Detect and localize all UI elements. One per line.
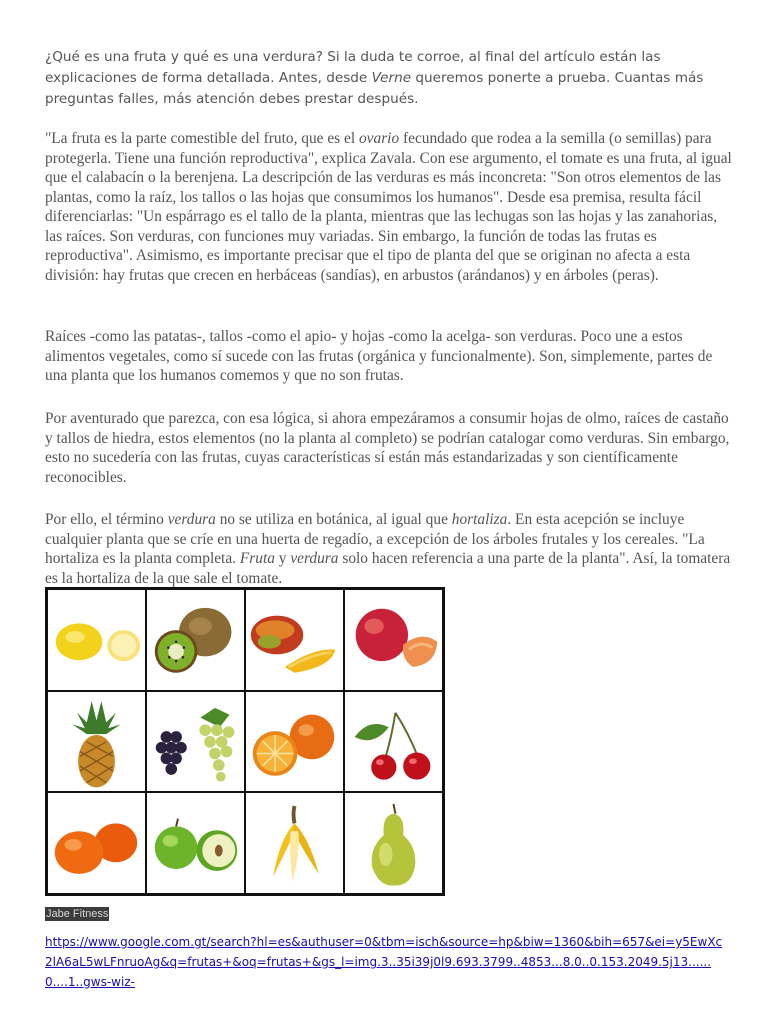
image-credit: Jabe Fitness	[46, 908, 109, 920]
lemon-image	[47, 589, 146, 691]
pineapple-image	[47, 691, 146, 793]
image-source-link[interactable]: https://www.google.com.gt/search?hl=es&authuser=0&tbm=isch&source=hp&biw=1360&bih=657&ei=y5EwXc2lA6aL5wLFnruoAg&q=frutas+&oq=frutas+&gs_l=img.3..35i39j0l9.693.3799..4853...8.0..0.153.2049.5j13......0....1..gws-wiz-	[45, 935, 723, 989]
paragraph-logic: Por aventurado que parezca, con esa lógica, si ahora empezáramos a consumir hojas de olmo, raíces de castaño y tallos de hiedra, estos elementos (no la planta al completo) se podrían catalogar como verduras. Sin embargo, esto no sucedería con las frutas, cuyas características sí están más estandarizadas y son científicamente reconocibles.	[45, 410, 730, 486]
fruit-image-grid	[45, 587, 445, 896]
brand-name: Verne	[371, 70, 412, 86]
orange-image	[245, 691, 344, 793]
intro-text: ¿Qué es una fruta y qué es una verdura? Si la duda te corroe, al final del artículo están las explicaciones de forma detallada. Antes, desde	[45, 49, 661, 86]
mango-image	[245, 589, 344, 691]
paragraph-roots-stems: Raíces -como las patatas-, tallos -como el apio- y hojas -como la acelga- son verduras. Poco une a estos alimentos vegetales, como sí sucede con las frutas (orgánica y funcionalmente). Son, simplemente, partes de una planta que los humanos comemos y que no son frutas.	[45, 328, 713, 384]
intro-text-end: queremos ponerte a prueba. Cuantas más preguntas falles, más atención debes prestar después.	[45, 70, 704, 107]
paragraph-fruit-definition: "La fruta es la parte comestible del fruto, que es el ovario fecundado que rodea a la semilla (o semillas) para protegerla. Tiene una función reproductiva", explica Zavala. Con ese argumento, el tomate es una fruta, al igual que el calabacín o la berenjena. La descripción de las verduras es más inconcreta: "Son otros elementos de las plantas, como la raíz, los tallos o las hojas que consumimos los humanos". Desde esa premisa, resulta fácil diferenciarlas: "Un espárrago es el tallo de la planta, mientras que las lechugas son las hojas y las zanahorias, las raíces. Son verduras, con funciones muy variadas. Sin embargo, la función de todas las frutas es reproductiva". Asimismo, es importante precisar que el tipo de planta del que se originan no afecta a esta división: hay frutas que crecen en herbáceas (sandías), en arbustos (arándanos) y en árboles (peras).	[45, 130, 732, 284]
cherries-image	[344, 691, 443, 793]
grapes-image	[146, 691, 245, 793]
apple-image	[146, 792, 245, 894]
kiwi-image	[146, 589, 245, 691]
mandarin-image	[47, 792, 146, 894]
pear-image	[344, 792, 443, 894]
banana-image	[245, 792, 344, 894]
paragraph-hortaliza: Por ello, el término verdura no se utiliza en botánica, al igual que hortaliza. En esta acepción se incluye cualquier planta que se críe en una huerta de regadío, a excepción de los árboles frutales y los cereales. "La hortaliza es la planta completa. Fruta y verdura solo hacen referencia a una parte de la planta". Así, la tomatera es la hortaliza de la que sale el tomate.	[45, 511, 731, 587]
peach-image	[344, 589, 443, 691]
intro-paragraph	[45, 47, 725, 110]
